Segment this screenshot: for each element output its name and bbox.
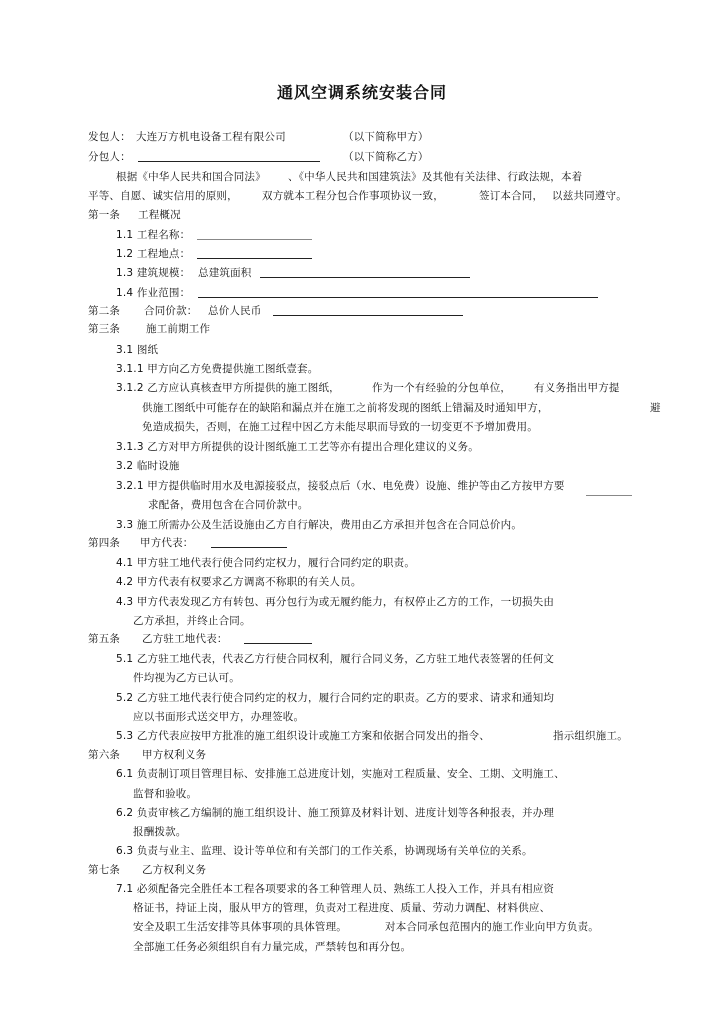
article-2-title: 合同价款： (144, 305, 198, 317)
party-a-value: 大连万方机电设备工程有限公司 (136, 131, 286, 143)
section-6-1b: 监督和验收。 (133, 788, 198, 800)
section-6-3: 6.3 负责与业主、监理、设计等单位和有关部门的工作关系，协调现场有关单位的关系。 (116, 845, 533, 857)
preamble-line-2d: 以兹共同遵守。 (552, 190, 627, 202)
article-4-blank (211, 536, 287, 552)
section-3-2-1b: 求配备，费用包含在合同价款中。 (148, 499, 309, 511)
article-1-title: 工程概况 (138, 209, 181, 221)
preamble-line-2a: 平等、自愿、诚实信用的原则， (88, 190, 238, 202)
section-6-1a: 6.1 负责制订项目管理目标、安排施工总进度计划，实施对工程质量、安全、工期、文明施工、 (116, 768, 565, 780)
article-6-title: 甲方权利义务 (142, 749, 207, 761)
section-3-1-2d: 供施工图纸中可能存在的缺陷和漏点并在施工之前将发现的图纸上错漏及时通知甲方， (142, 402, 549, 414)
section-3-2: 3.2 临时设施 (116, 460, 180, 472)
article-1-number: 第一条 (88, 209, 121, 221)
section-7-1e: 全部施工任务必须组织自有力量完成，严禁转包和再分包。 (133, 941, 412, 953)
item-1-4: 1.4 作业范围： (116, 287, 191, 299)
item-1-3: 1.3 建筑规模： (116, 267, 191, 279)
item-1-2-blank (197, 247, 312, 263)
preamble-line-1a: 根据《中华人民共和国合同法》 (116, 171, 266, 183)
section-3-3: 3.3 施工所需办公及生活设施由乙方自行解决，费用由乙方承担并包含在合同总价内。 (116, 519, 523, 531)
section-5-2b: 应以书面形式送交甲方，办理签收。 (133, 711, 305, 723)
section-3-1: 3.1 图纸 (116, 344, 159, 356)
article-2-blank (273, 304, 463, 320)
section-5-2a: 5.2 乙方驻工地代表行使合同约定的权力，履行合同约定的职责。乙方的要求、请求和通知均 (116, 692, 555, 704)
section-3-1-1: 3.1.1 甲方向乙方免费提供施工图纸壹套。 (116, 363, 319, 375)
party-a-label: 发包人： (88, 131, 131, 143)
section-3-1-2b: 作为一个有经验的分包单位， (372, 382, 512, 394)
article-4-title: 甲方代表： (140, 537, 194, 549)
section-7-1d: 对本合同承包范围内的施工作业向甲方负责。 (385, 921, 599, 933)
document-title: 通风空调系统安装合同 (276, 83, 447, 102)
article-2-number: 第二条 (88, 305, 121, 317)
article-2-value: 总价人民币 (208, 305, 262, 317)
section-7-1a: 7.1 必须配备完全胜任本工程各项要求的各工种管理人员、熟练工人投入工作，并具有相应资 (116, 883, 555, 895)
party-b-label: 分包人： (88, 151, 131, 163)
party-a-note: （以下简称甲方） (343, 131, 429, 143)
section-7-1c: 安全及职工生活安排等具体事项的具体管理。 (133, 921, 347, 933)
section-3-2-1a: 3.2.1 甲方提供临时用水及电源接驳点，接驳点后（水、电免费）设施、维护等由乙方按甲方要 (116, 480, 565, 492)
section-3-1-3: 3.1.3 乙方对甲方所提供的设计图纸施工工艺等亦有提出合理化建议的义务。 (116, 441, 479, 453)
section-4-3b: 乙方承担，并终止合同。 (133, 615, 251, 627)
article-3-title: 施工前期工作 (146, 323, 211, 335)
section-5-3a: 5.3 乙方代表应按甲方批准的施工组织设计或施工方案和依据合同发出的指令、 (116, 730, 490, 742)
section-5-1a: 5.1 乙方驻工地代表，代表乙方行使合同权利，履行合同义务，乙方驻工地代表签署的任何文 (116, 653, 555, 665)
item-1-3-area: 总建筑面积 (198, 267, 252, 279)
preamble-line-1b: 、《中华人民共和国建筑法》及其他有关法律、行政法规，本着 (288, 171, 583, 183)
article-5-blank (244, 632, 312, 648)
section-4-3a: 4.3 甲方代表发现乙方有转包、再分包行为或无履约能力，有权停止乙方的工作，一切损失由 (116, 596, 555, 608)
section-3-1-2c: 有义务指出甲方提 (534, 382, 620, 394)
article-7-number: 第七条 (88, 864, 121, 876)
item-1-3-blank (260, 266, 470, 282)
article-5-title: 乙方驻工地代表： (142, 633, 228, 645)
article-6-number: 第六条 (88, 749, 121, 761)
section-7-1b: 格证书，持证上岗，服从甲方的管理，负责对工程进度、质量、劳动力调配、材料供应、 (133, 902, 551, 914)
article-7-title: 乙方权利义务 (142, 864, 207, 876)
section-3-2-1-rule (586, 484, 632, 500)
section-6-2b: 报酬拨款。 (133, 826, 187, 838)
preamble-line-2b: 双方就本工程分包合作事项协议一致， (262, 190, 444, 202)
article-5-number: 第五条 (88, 633, 121, 645)
item-1-2: 1.2 工程地点： (116, 248, 191, 260)
section-6-2a: 6.2 负责审核乙方编制的施工组织设计、施工预算及材料计划、进度计划等各种报表，并办理 (116, 807, 555, 819)
section-3-1-2e: 避 (650, 402, 661, 414)
section-3-1-2a: 3.1.2 乙方应认真核查甲方所提供的施工图纸， (116, 382, 340, 394)
article-3-number: 第三条 (88, 323, 121, 335)
item-1-1-blank (197, 228, 312, 244)
section-3-1-2f: 免造成损失，否则，在施工过程中因乙方未能尽职而导致的一切变更不予增加费用。 (142, 421, 538, 433)
section-4-1: 4.1 甲方驻工地代表行使合同约定权力，履行合同约定的职责。 (116, 557, 416, 569)
section-4-2: 4.2 甲方代表有权要求乙方调离不称职的有关人员。 (116, 576, 362, 588)
party-b-note: （以下简称乙方） (343, 151, 429, 163)
item-1-4-blank (198, 286, 598, 302)
section-5-1b: 件均视为乙方已认可。 (133, 672, 240, 684)
section-5-3b: 指示组织施工。 (553, 730, 628, 742)
item-1-1: 1.1 工程名称： (116, 229, 191, 241)
article-4-number: 第四条 (88, 537, 121, 549)
preamble-line-2c: 签订本合同， (479, 190, 544, 202)
party-b-blank (138, 150, 320, 166)
